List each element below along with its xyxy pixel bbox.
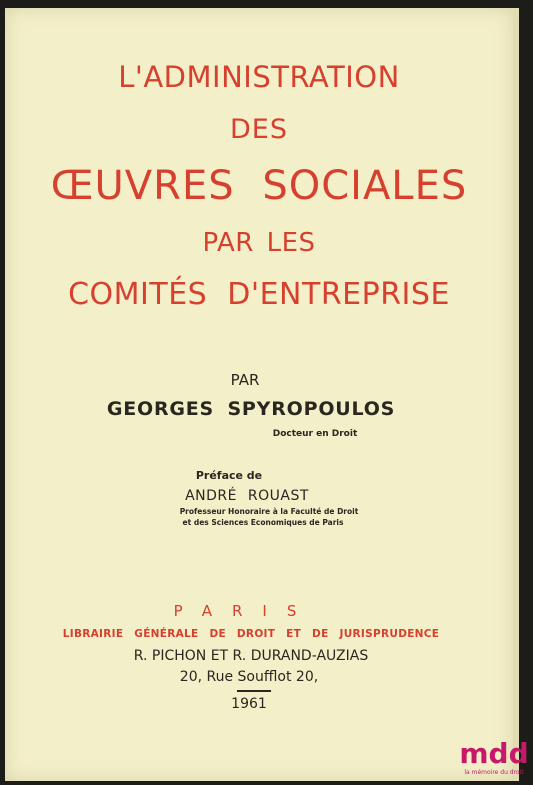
preface-label: Préface de bbox=[195, 469, 263, 482]
title-line-4: PAR LES bbox=[202, 228, 316, 258]
logo-text: mdd bbox=[459, 737, 529, 770]
year-divider bbox=[237, 690, 271, 692]
publisher-address: 20, Rue Soufflot 20, bbox=[179, 669, 319, 685]
logo-tagline: la mémoire du droit bbox=[464, 769, 524, 776]
preface-author: ANDRÉ ROUAST bbox=[185, 488, 309, 504]
author-name: GEORGES SPYROPOULOS bbox=[106, 398, 396, 420]
title-line-5: COMITÉS D'ENTREPRISE bbox=[68, 277, 450, 312]
preface-author-title-1: Professeur Honoraire à la Faculté de Droit bbox=[179, 507, 359, 516]
publication-year: 1961 bbox=[231, 696, 267, 712]
author-degree: Docteur en Droit bbox=[272, 429, 358, 439]
title-line-2: DES bbox=[230, 114, 288, 145]
publisher-owners: R. PICHON ET R. DURAND-AUZIAS bbox=[133, 648, 369, 664]
title-line-1: L'ADMINISTRATION bbox=[118, 60, 400, 94]
by-label: PAR bbox=[230, 371, 260, 389]
preface-author-title-2: et des Sciences Economiques de Paris bbox=[182, 518, 344, 527]
publisher-name: LIBRAIRIE GÉNÉRALE DE DROIT ET DE JURISPRUDENCE bbox=[62, 628, 440, 640]
title-line-3: ŒUVRES SOCIALES bbox=[50, 163, 468, 209]
mdd-logo-watermark bbox=[459, 731, 529, 777]
book-cover bbox=[5, 8, 519, 781]
publisher-city: PARIS bbox=[173, 602, 317, 620]
